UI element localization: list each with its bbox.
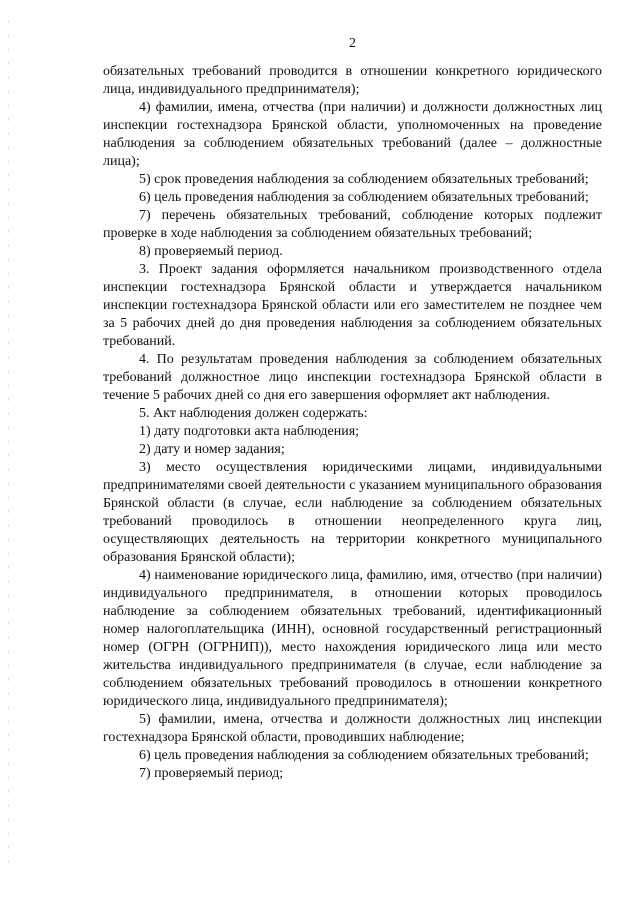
paragraph-act-item-1: 1) дату подготовки акта наблюдения; (139, 424, 360, 439)
paragraph-item-5-term: 5) срок проведения наблюдения за соблюдением обязательных требований; (139, 172, 589, 187)
paragraph-item-4-officials: 4) фамилии, имена, отчества (при наличии) и должности должностных лиц инспекции гостехнадзора Брянской области, уполномоченных на проведение наблюдения за соблюдением обязательных требований (далее – должностные лица); (103, 100, 602, 169)
page-number: 2 (349, 36, 356, 51)
paragraph-act-item-3: 3) место осуществления юридическими лицами, индивидуальными предпринимателями своей деятельности с указанием муниципального образования Брянской области (в случае, если наблюдение за соблюдением обязательных требований проводилось в отношении неопределенного круга лиц, осуществляющих деятельность на территории конкретного муниципального образования Брянской области); (103, 460, 602, 565)
paragraph-section-4: 4. По результатам проведения наблюдения за соблюдением обязательных требований должностное лицо инспекции гостехнадзора Брянской области в течение 5 рабочих дней со дня его завершения оформляет акт наблюдения. (103, 352, 602, 403)
paragraph-item-7-requirements-list: 7) перечень обязательных требований, соблюдение которых подлежит проверке в ходе наблюдения за соблюдением обязательных требований; (103, 208, 602, 241)
document-body (103, 63, 602, 783)
paragraph-act-item-5: 5) фамилии, имена, отчества и должности должностных лиц инспекции гостехнадзора Брянской области, проводивших наблюдение; (103, 712, 602, 745)
paragraph-act-item-2: 2) дату и номер задания; (139, 442, 285, 457)
paragraph-act-item-6: 6) цель проведения наблюдения за соблюдением обязательных требований; (139, 748, 589, 763)
paragraph-section-5: 5. Акт наблюдения должен содержать: (139, 406, 368, 421)
paragraph-act-item-4: 4) наименование юридического лица, фамилию, имя, отчество (при наличии) индивидуального предпринимателя, в отношении которых проводилось наблюдение за соблюдением обязательных требований, идентификационный номер налогоплательщика (ИНН), основной государственный регистрационный номер (ОГРН (ОГРНИП)), место нахождения юридического лица или место жительства индивидуального предпринимателя (в случае, если наблюдение за соблюдением обязательных требований проводилось в отношении конкретного юридического лица, индивидуального предпринимателя); (103, 568, 602, 709)
paragraph-act-item-7: 7) проверяемый период; (139, 766, 284, 781)
paragraph-item-6-purpose: 6) цель проведения наблюдения за соблюдением обязательных требований; (139, 190, 589, 205)
paragraph-continuation: обязательных требований проводится в отношении конкретного юридического лица, индивидуального предпринимателя); (103, 64, 602, 97)
paragraph-item-8-period: 8) проверяемый период. (139, 244, 283, 259)
paragraph-section-3: 3. Проект задания оформляется начальником производственного отдела инспекции гостехнадзора Брянской области и утверждается начальником инспекции гостехнадзора Брянской области или его заместителем не позднее чем за 5 рабочих дней до дня проведения наблюдения за соблюдением обязательных требований. (103, 262, 602, 349)
scan-edge-marks (8, 20, 9, 865)
